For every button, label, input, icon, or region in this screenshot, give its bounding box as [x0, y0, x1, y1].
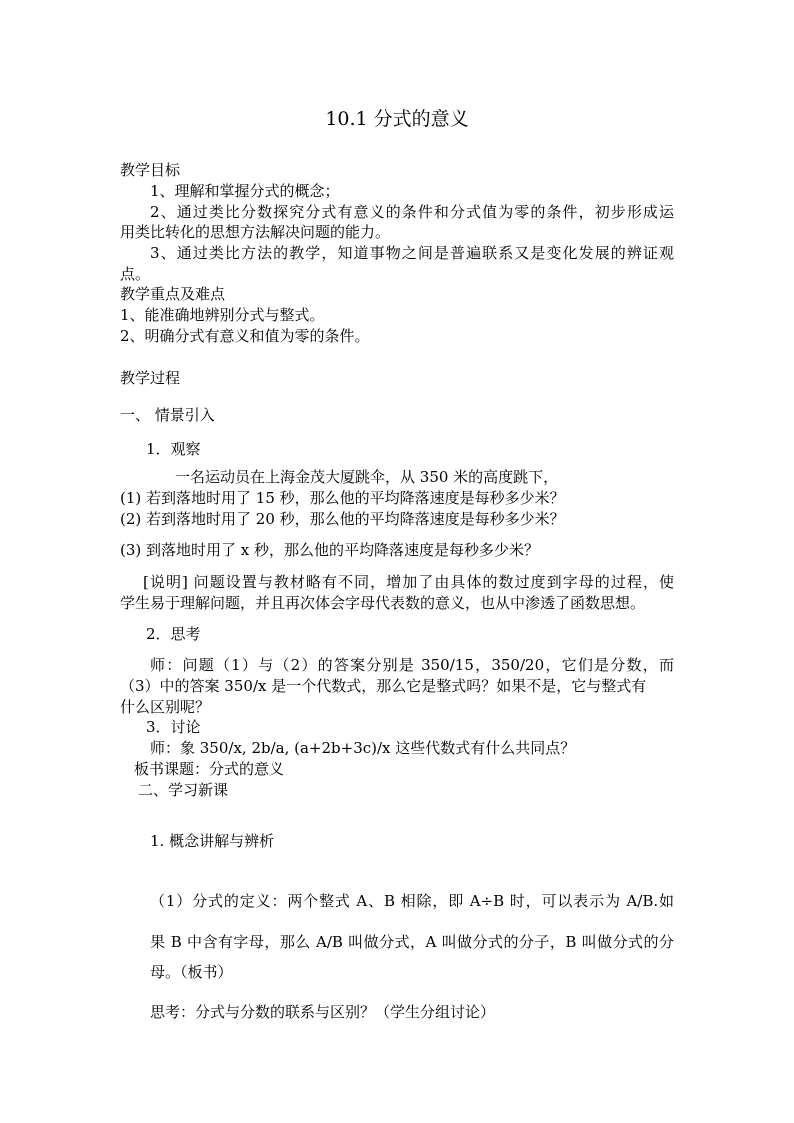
- discuss-text: 师：象 350/x, 2b/a, (a+2b+3c)/x 这些代数式有什么共同点？: [150, 739, 576, 757]
- think-heading: 2．思考: [146, 625, 201, 643]
- objective-2-line1: 2、通过类比分数探究分式有意义的条件和分式值为零的条件，初步形成运: [150, 203, 674, 221]
- think-line2: （3）中的答案 350/x 是一个代数式，那么它是整式吗？如果不是，它与整式有: [120, 677, 647, 695]
- keypoint-1: 1、能准确地辨别分式与整式。: [120, 306, 325, 324]
- think-line1: 师：问题（1）与（2）的答案分别是 350/15，350/20，它们是分数，而: [150, 656, 674, 674]
- keypoint-2: 2、明确分式有意义和值为零的条件。: [120, 327, 370, 345]
- section-2-heading: 二、学习新课: [138, 781, 229, 799]
- think-question: 思考：分式与分数的联系与区别？（学生分组讨论）: [150, 1003, 496, 1021]
- note-line1: [说明] 问题设置与教材略有不同，增加了由具体的数过度到字母的过程，使: [143, 573, 674, 591]
- definition-line2: 果 B 中含有字母，那么 A/B 叫做分式，A 叫做分式的分子，B 叫做分式的分: [150, 933, 674, 951]
- question-1: (1) 若到落地时用了 15 秒，那么他的平均降落速度是每秒多少米？: [120, 489, 565, 507]
- objectives-heading: 教学目标: [120, 161, 181, 179]
- section-1-heading: 一、 情景引入: [120, 406, 215, 424]
- objective-3-line2: 点。: [120, 265, 151, 283]
- objective-1: 1、理解和掌握分式的概念；: [150, 182, 340, 200]
- process-heading: 教学过程: [120, 369, 181, 387]
- keypoints-heading: 教学重点及难点: [120, 285, 226, 303]
- question-3: (3) 到落地时用了 x 秒，那么他的平均降落速度是每秒多少米？: [120, 541, 540, 559]
- observe-heading: 1．观察: [146, 440, 201, 458]
- think-line3: 什么区别呢？: [120, 698, 211, 716]
- objective-2-line2: 用类比转化的思想方法解决问题的能力。: [120, 223, 391, 241]
- note-line2: 学生易于理解问题，并且再次体会字母代表数的意义，也从中渗透了函数思想。: [120, 594, 646, 612]
- board-title: 板书课题：分式的意义: [134, 760, 285, 778]
- definition-line1: （1）分式的定义：两个整式 A、B 相除，即 A÷B 时，可以表示为 A/B.如: [150, 892, 674, 910]
- document-title: 10.1 分式的意义: [325, 108, 469, 130]
- scenario-text: 一名运动员在上海金茂大厦跳伞，从 350 米的高度跳下，: [175, 468, 559, 486]
- concept-heading: 1. 概念讲解与辨析: [150, 832, 275, 850]
- objective-3-line1: 3、通过类比方法的教学，知道事物之间是普遍联系又是变化发展的辨证观: [150, 244, 674, 262]
- definition-line3: 母。（板书）: [150, 963, 233, 981]
- discuss-heading: 3．讨论: [146, 718, 201, 736]
- question-2: (2) 若到落地时用了 20 秒，那么他的平均降落速度是每秒多少米？: [120, 510, 565, 528]
